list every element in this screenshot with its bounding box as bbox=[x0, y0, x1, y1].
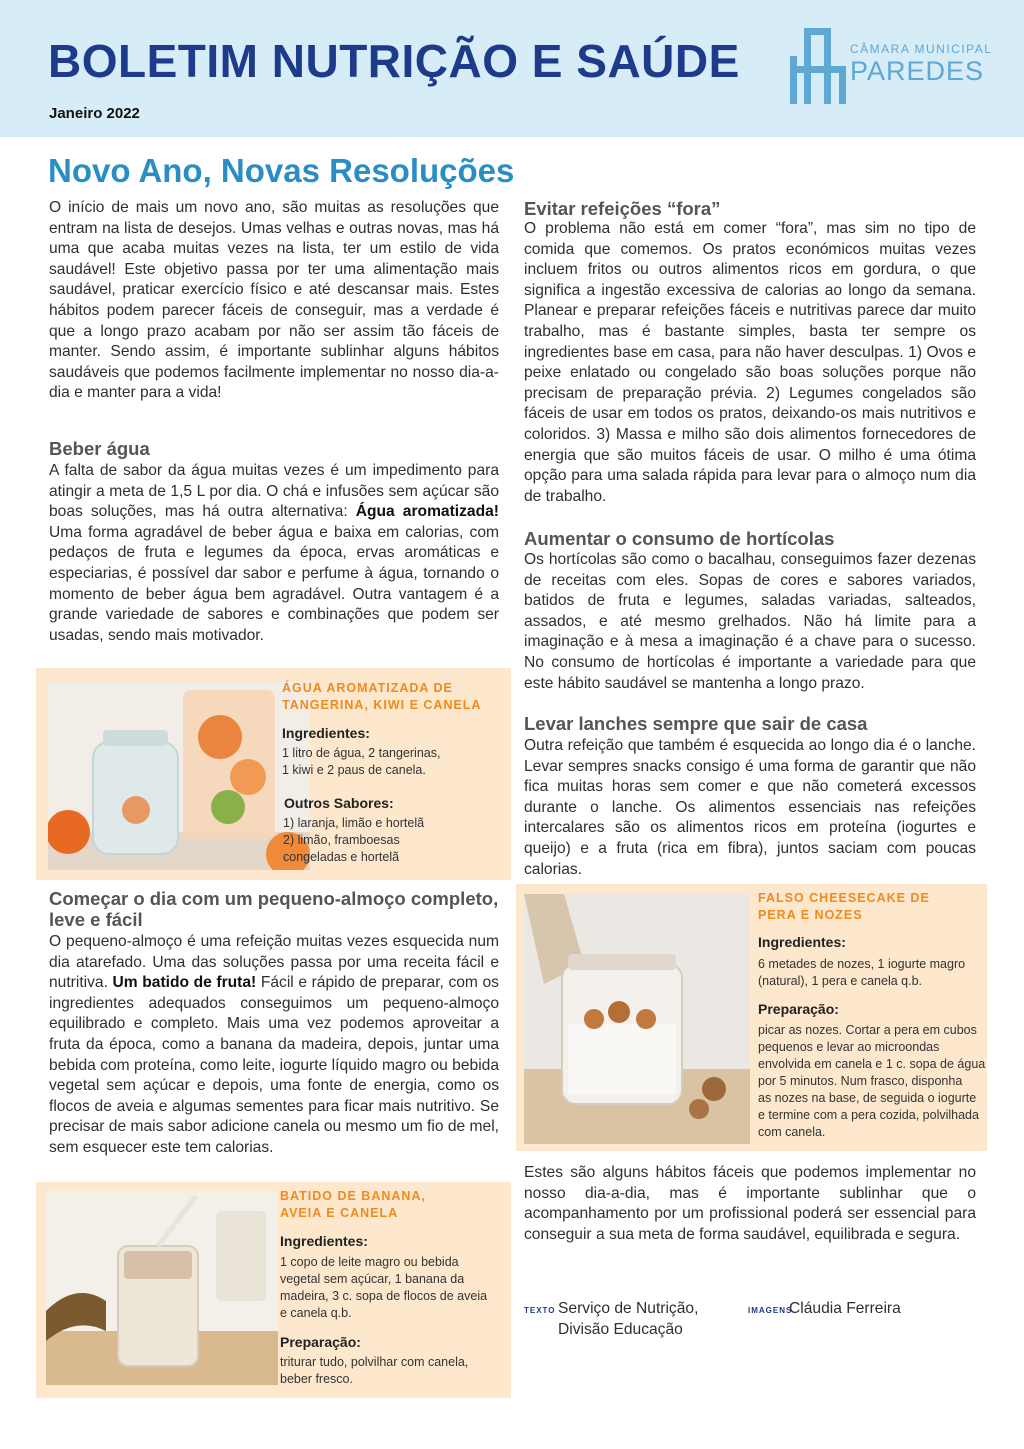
water-recipe-title bbox=[282, 680, 502, 714]
shake-title-line2: AVEIA E CANELA bbox=[280, 1206, 399, 1220]
cheesecake-photo bbox=[524, 894, 750, 1144]
water-title-line1: ÁGUA AROMATIZADA DE bbox=[282, 681, 453, 695]
cheesecake-title-line1: FALSO CHEESECAKE DE bbox=[758, 891, 930, 905]
cheesecake-jar-image bbox=[524, 894, 750, 1144]
water-other-flavors-label: Outros Sabores: bbox=[284, 795, 394, 811]
credits-images-value: Cláudia Ferreira bbox=[789, 1300, 901, 1317]
breakfast-text-after: Fácil e rápido de preparar, com os ingredientes adequados conseguimos um pequeno-almoço equilibrado e completo. Mais uma vez podemos aproveitar a fruta da época, como a banana da madeira, depois, juntar uma bebida com proteína, como leite, iogurte líquido magro ou bebida vegetal sem açúcar e depois, uma fonte de energia, como os flocos de aveia e algumas sementes para ficar mais nutritivo. Se precisar de mais sabor adicione canela ou mesmo um fio de mel, sem esquecer este tem calorias. bbox=[49, 974, 499, 1156]
cheesecake-prep bbox=[758, 1022, 986, 1141]
snacks-paragraph: Outra refeição que também é esquecida ao longo dia é o lanche. Levar sempres snacks consigo é uma forma de garantir que não fica muitas horas sem comer e que não cometerá excessos durante o lanche. Os alimentos essenciais nas refeições intercalares são os alimentos ricos em proteína (iogurtes e queijo) e a fruta (rica em fibra), juntos saciam com poucas calorias. bbox=[524, 737, 976, 878]
shake-ingredients-line4: e canela q.b. bbox=[280, 1306, 352, 1320]
shake-prep-line1: triturar tudo, polvilhar com canela, bbox=[280, 1355, 469, 1369]
cheesecake-prep-line1: picar as nozes. Cortar a pera em cubos bbox=[758, 1023, 977, 1037]
vegetables-heading: Aumentar o consumo de hortícolas bbox=[524, 528, 835, 549]
credits-text-value bbox=[558, 1298, 698, 1340]
water-other-line2: 2) limão, framboesas bbox=[283, 833, 400, 847]
credits-images-label: IMAGENS bbox=[748, 1306, 793, 1315]
water-ingredients-label: Ingredientes: bbox=[282, 725, 370, 741]
breakfast-paragraph bbox=[49, 932, 499, 1159]
water-other-line1: 1) laranja, limão e hortelã bbox=[283, 816, 425, 830]
issue-date: Janeiro 2022 bbox=[49, 105, 140, 122]
cheesecake-prep-line6: e termine com a pera cozida, polvilhada bbox=[758, 1108, 979, 1122]
credits-text-label: TEXTO bbox=[524, 1306, 556, 1315]
water-other-line3: congeladas e hortelã bbox=[283, 850, 400, 864]
recipe-card-water bbox=[36, 668, 511, 880]
shake-prep-line2: beber fresco. bbox=[280, 1372, 353, 1386]
cheesecake-prep-label: Preparação: bbox=[758, 1001, 839, 1017]
recipe-card-cheesecake bbox=[516, 884, 987, 1151]
shake-ingredients-line2: vegetal sem açúcar, 1 banana da bbox=[280, 1272, 465, 1286]
cheesecake-ingredients-label: Ingredientes: bbox=[758, 934, 846, 950]
shake-ingredients bbox=[280, 1254, 508, 1322]
cheesecake-ingredients-line1: 6 metades de nozes, 1 iogurte magro bbox=[758, 957, 966, 971]
cheesecake-prep-line3: envolvida em canela e 1 c. sopa de água bbox=[758, 1057, 986, 1071]
water-text-after: Uma forma agradável de beber água e baixa em calorias, com pedaços de fruta e legumes da época, ervas aromáticas e especiarias, é possível dar sabor e perfume à água, tornando o momento de beber água bem agradável. Outra vantagem é a grande variedade de sabores e combinações que podem ser usadas, sendo mais motivador. bbox=[49, 523, 499, 644]
article-heading: Novo Ano, Novas Resoluções bbox=[48, 152, 515, 189]
credits-text-line1: Serviço de Nutrição, bbox=[558, 1300, 699, 1317]
breakfast-text-before: O pequeno-almoço é uma refeição muitas vezes esquecida num dia atarefado. Uma das soluções passa por uma receita fácil e nutritiva. bbox=[49, 933, 499, 992]
municipal-logo bbox=[790, 26, 993, 106]
water-ingredients-line1: 1 litro de água, 2 tangerinas, bbox=[282, 746, 441, 760]
shake-prep-label: Preparação: bbox=[280, 1334, 361, 1350]
shake-title-line1: BATIDO DE BANANA, bbox=[280, 1189, 426, 1203]
water-text-before: A falta de sabor da água muitas vezes é um impedimento para atingir a meta de 1,5 L por dia. O chá e infusões sem açúcar são boas soluções, mas há outra alternativa: bbox=[49, 462, 499, 521]
header-band bbox=[0, 0, 1024, 137]
credits-text-line2: Divisão Educação bbox=[558, 1321, 683, 1338]
water-highlight: Água aromatizada! bbox=[355, 503, 499, 521]
cheesecake-prep-line7: com canela. bbox=[758, 1125, 826, 1139]
eating-out-heading: Evitar refeições “fora” bbox=[524, 198, 721, 219]
cheesecake-ingredients bbox=[758, 956, 986, 990]
bulletin-title: BOLETIM NUTRIÇÃO E SAÚDE bbox=[48, 35, 740, 87]
eating-out-paragraph: O problema não está em comer “fora”, mas sim no tipo de comida que comemos. Os pratos económicos muitas vezes incluem fritos ou outros alimentos ricos em gordura, o que significa a ingestão excessiva de calorias ao longo da semana. Planear e preparar refeições fáceis e nutritivas parece dar muito trabalho, mas é bastante simples, basta ter sempre os ingredientes base em casa, para não haver desculpas. 1) Ovos e peixe enlatado ou congelado são boas soluções porque não precisam de preparação prévia. 2) Legumes congelados são fáceis de usar em todos os pratos, deixando-os mais nutritivos e coloridos. 3) Massa e milho são dois alimentos fornecedores de energia que são muitos fáceis de usar. O milho é uma ótima opção para uma salada rápida para levar para o almoço num dia de trabalho. bbox=[524, 220, 976, 505]
shake-ingredients-label: Ingredientes: bbox=[280, 1233, 368, 1249]
shake-prep bbox=[280, 1354, 508, 1388]
intro-paragraph: O início de mais um novo ano, são muitas as resoluções que entram na lista de desejos. Umas velhas e outras novas, mas há uma que acaba muitas vezes na lista, ter um estilo de vida saudável! Este objetivo passa por ter uma alimentação mais saudável, praticar exercício físico e até descansar mais. Estes hábitos podem parecer fáceis de conseguir, mas a verdade é que a longo prazo acabam por não ser assim tão fáceis de manter. Sendo assim, é importante sublinhar alguns hábitos saudáveis que podemos facilmente implementar no nosso dia-a-dia e manter para a vida! bbox=[49, 199, 499, 402]
cheesecake-prep-line5: as nozes na base, de seguida o iogurte bbox=[758, 1091, 977, 1105]
flavored-water-photo bbox=[48, 682, 310, 870]
water-heading: Beber água bbox=[49, 438, 150, 459]
logo-subtitle: CÂMARA MUNICIPAL bbox=[850, 42, 993, 56]
snacks-heading: Levar lanches sempre que sair de casa bbox=[524, 713, 868, 734]
water-jar-image bbox=[48, 682, 310, 870]
water-ingredients-line2: 1 kiwi e 2 paus de canela. bbox=[282, 763, 426, 777]
water-ingredients bbox=[282, 745, 507, 779]
cheesecake-prep-line2: pequenos e levar ao microondas bbox=[758, 1040, 940, 1054]
water-title-line2: TANGERINA, KIWI E CANELA bbox=[282, 698, 482, 712]
cheesecake-ingredients-line2: (natural), 1 pera e canela q.b. bbox=[758, 974, 922, 988]
water-other-flavors bbox=[283, 815, 508, 866]
recipe-card-shake bbox=[36, 1182, 511, 1398]
cheesecake-prep-line4: por 5 minutos. Num frasco, disponha bbox=[758, 1074, 963, 1088]
chair-logo-icon bbox=[790, 26, 846, 106]
vegetables-paragraph: Os hortícolas são como o bacalhau, conseguimos fazer dezenas de receitas com eles. Sopas de cores e sabores variados, batidos de fruta e legumes, saladas variadas, salteados, assados, e até mesmo grelhados. Não há limite para a imaginação e à mesa a imaginação é a chave para o sucesso. No consumo de hortícolas é importante a variedade para que este hábito saudável se mantenha a longo prazo. bbox=[524, 551, 976, 692]
water-paragraph bbox=[49, 461, 499, 646]
shake-glass-image bbox=[46, 1191, 278, 1385]
shake-ingredients-line3: madeira, 3 c. sopa de flocos de aveia bbox=[280, 1289, 488, 1303]
breakfast-heading: Começar o dia com um pequeno-almoço completo, leve e fácil bbox=[49, 888, 499, 930]
cheesecake-title-line2: PERA E NOZES bbox=[758, 908, 863, 922]
breakfast-highlight: Um batido de fruta! bbox=[112, 974, 257, 992]
cheesecake-recipe-title bbox=[758, 890, 978, 924]
shake-recipe-title bbox=[280, 1188, 500, 1222]
banana-shake-photo bbox=[46, 1191, 278, 1385]
shake-ingredients-line1: 1 copo de leite magro ou bebida bbox=[280, 1255, 459, 1269]
closing-paragraph: Estes são alguns hábitos fáceis que podemos implementar no nosso dia-a-dia, mas é importante sublinhar que o acompanhamento por um profissional poderá ser essencial para conseguir a sua meta de forma saudável, equilibrada e segura. bbox=[524, 1164, 976, 1243]
logo-name: PAREDES bbox=[850, 56, 985, 86]
